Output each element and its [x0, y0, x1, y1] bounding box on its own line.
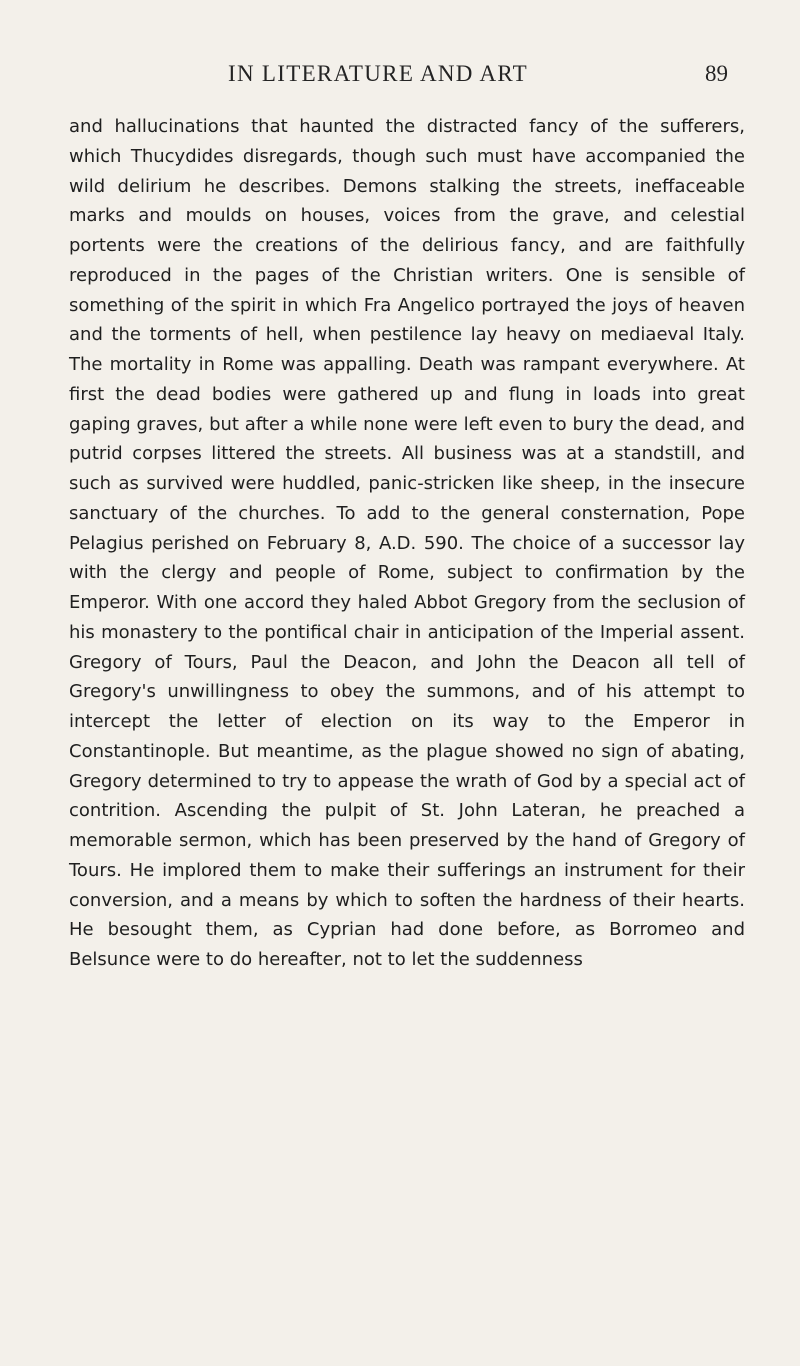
- running-title: IN LITERATURE AND ART: [228, 61, 528, 86]
- running-head: [0, 62, 800, 96]
- body-paragraph: and hallucinations that haunted the distracted fancy of the sufferers, which Thucydides disregards, though such must have accompanied the wild delirium he describes. Demons stalking the streets, ineffaceable marks and moulds on houses, voices from the grave, and celestial portents were the creations of the delirious fancy, and are faithfully reproduced in the pages of the Christian writers. One is sensible of something of the spirit in which Fra Angelico portrayed the joys of heaven and the torments of hell, when pestilence lay heavy on mediaeval Italy. The mortality in Rome was appalling. Death was rampant everywhere. At first the dead bodies were gathered up and flung in loads into great gaping graves, but after a while none were left even to bury the dead, and putrid corpses littered the streets. All business was at a standstill, and such as survived were huddled, panic-stricken like sheep, in the insecure sanctuary of the churches. To add to the general consternation, Pope Pelagius perished on February 8, A.D. 590. The choice of a successor lay with the clergy and people of Rome, subject to confirmation by the Emperor. With one accord they haled Abbot Gregory from the seclusion of his monastery to the pontifical chair in anticipation of the Imperial assent. Gregory of Tours, Paul the Deacon, and John the Deacon all tell of Gregory's unwillingness to obey the summons, and of his attempt to intercept the letter of election on its way to the Emperor in Constantinople. But meantime, as the plague showed no sign of abating, Gregory determined to try to appease the wrath of God by a special act of contrition. Ascending the pulpit of St. John Lateran, he preached a memorable sermon, which has been preserved by the hand of Gregory of Tours. He implored them to make their sufferings an instrument for their conversion, and a means by which to soften the hardness of their hearts. He besought them, as Cyprian had done before, as Borromeo and Belsunce were to do hereafter, not to let the suddenness: [69, 116, 745, 970]
- page-number: 89: [705, 61, 728, 86]
